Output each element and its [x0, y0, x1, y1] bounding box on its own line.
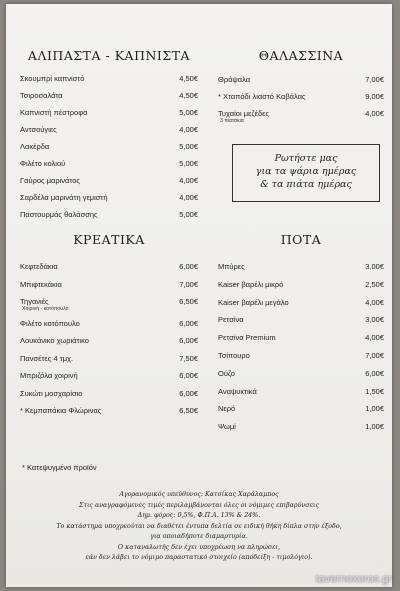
menu-item-price: 6,00€	[179, 336, 198, 345]
menu-item-name: Αναψυκτικά	[218, 386, 257, 396]
menu-item-price: 4,00€	[179, 125, 198, 134]
frozen-product-note: * Κατεψυγμένο προϊόν	[22, 463, 97, 472]
menu-item-name: Τσιροσαλάτα	[20, 91, 63, 100]
menu-item-price: 5,00€	[179, 108, 198, 117]
section-title-pota: ΠΟΤΑ	[280, 232, 322, 247]
menu-item-name: Παστουρμάς θαλάσσης	[20, 210, 98, 219]
menu-item-name: Ρετσίνα	[218, 315, 244, 325]
menu-item	[218, 315, 384, 331]
menu-item-name: Μπιφτεκάκια	[20, 279, 62, 289]
menu-item	[20, 262, 198, 278]
menu-item	[20, 406, 198, 422]
menu-item	[20, 280, 198, 296]
menu-item	[218, 298, 384, 314]
menu-item-price: 4,00€	[365, 109, 384, 118]
footer-line: Αγορανομικός υπεύθυνος: Κατσίκας Χαράλαμπος	[119, 491, 279, 498]
menu-item	[20, 336, 198, 352]
menu-item-name: Συκώτι μοσχαρίσιο	[20, 388, 83, 398]
menu-item-name: Λουκάνικο χωριάτικο	[20, 336, 89, 345]
menu-item-name: Κεφτεδάκια	[20, 262, 58, 271]
menu-item-name: Σαρδέλα μαρινάτη γεμιστή	[20, 193, 108, 202]
menu-item-name: Φιλέτο κολιού	[20, 159, 66, 168]
footer-line: Στις αναγραφόμενες τιμές περιλαμβάνονται όλες οι νόμιμες επιβαρύνσεις	[79, 501, 319, 509]
menu-item-price: 6,00€	[365, 368, 384, 378]
menu-item-price: 4,00€	[365, 297, 384, 307]
menu-item-name: * Χταπόδι λιαστό Καβάλας	[218, 92, 306, 101]
menu-item	[218, 262, 384, 278]
menu-item-name: Νερό	[218, 404, 236, 414]
menu-item	[20, 371, 198, 387]
menu-item-price: 6,50€	[179, 406, 198, 415]
section-title-thalassina: ΘΑΛΑΣΣΙΝΑ	[258, 48, 344, 63]
menu-item-price: 3,00€	[365, 262, 384, 271]
menu-item-name: Λακέρδα	[20, 142, 50, 151]
footer-line: Το κατάστημα υποχρεούται να διαθέτει έντυπα δελτία σε ειδική θήκη δίπλα στην έξοδο,	[56, 522, 342, 530]
menu-item-name: Πανσέτες 4 τμχ.	[20, 353, 74, 363]
footer-line: για οποιαδήποτε διαμαρτυρία.	[150, 533, 248, 540]
menu-item	[218, 387, 384, 403]
footer-line: Δημ. φόρος: 0,5%, Φ.Π.Α. 13% & 24%.	[137, 512, 261, 519]
menu-item-price: 1,00€	[365, 422, 384, 432]
menu-item-name: Kaiser βαρέλι μεγάλο	[218, 297, 289, 307]
section-title-alipasta: ΑΛΙΠΑΣΤΑ - ΚΑΠΝΙΣΤΑ	[27, 48, 191, 63]
menu-item-price: 4,00€	[179, 176, 198, 185]
menu-item-price: 1,50€	[365, 386, 384, 396]
menu-item	[20, 389, 198, 405]
section-pota	[218, 4, 384, 434]
menu-item-price: 7,50€	[179, 353, 198, 363]
menu-item	[20, 319, 198, 335]
menu-item	[218, 280, 384, 296]
menu-item-price: 4,00€	[365, 333, 384, 343]
menu-item	[20, 354, 198, 370]
menu-item	[218, 333, 384, 349]
menu-item-note: 3 πιατάκια	[220, 118, 244, 124]
menu-item-price: 6,50€	[179, 297, 198, 306]
menu-item-name: Ούζο	[218, 368, 235, 378]
menu-item-price: 1,00€	[365, 404, 384, 414]
menu-item-name: Τσίπουρο	[218, 351, 250, 360]
menu-item-price: 5,00€	[179, 159, 198, 168]
menu-item-name: Τηγανιές	[20, 297, 49, 306]
menu-item-price: 4,50€	[179, 91, 198, 100]
legal-footer	[6, 490, 392, 564]
menu-item-name: Μπύρες	[218, 262, 245, 271]
menu-item-name: Kaiser βαρέλι μικρό	[218, 279, 284, 289]
menu-item-name: Ψωμί	[218, 422, 236, 432]
menu-item	[218, 369, 384, 385]
menu-item-price: 9,00€	[365, 92, 384, 101]
daily-specials-line-2: για τα ψάρια ημέρας	[255, 166, 357, 177]
menu-item-note: Χοιρινή - κοτόπουλο	[22, 306, 69, 312]
menu-item-price: 4,50€	[179, 74, 198, 83]
menu-item-name: * Κεμπαπάκια Φλώρινας	[20, 406, 102, 415]
menu-item-price: 7,00€	[365, 351, 384, 360]
menu-item-name: Θράψαλα	[218, 75, 251, 84]
menu-item-name: Ρετσίνα Premium	[218, 333, 276, 343]
menu-item-name: Τυχαίοι μεζέδες	[218, 109, 270, 118]
menu-item-price: 2,50€	[365, 279, 384, 289]
menu-item	[20, 297, 198, 313]
menu-item-price: 6,00€	[179, 262, 198, 271]
menu-item-name: Φιλέτο κοτόπουλο	[20, 318, 80, 328]
daily-specials-line-1: Ρωτήστε μας	[274, 153, 338, 164]
menu-item-price: 6,00€	[179, 371, 198, 380]
menu-sheet	[6, 4, 392, 587]
menu-item	[218, 404, 384, 420]
daily-specials-line-3: & τα πιάτα ημέρας	[260, 179, 352, 190]
menu-item-name: Γαύρος μαρινάτος	[20, 176, 81, 185]
menu-item-name: Μπριζόλα χοιρινή	[20, 371, 78, 380]
menu-item-price: 5,00€	[179, 210, 198, 219]
menu-item-price: 6,00€	[179, 388, 198, 398]
footer-line: εάν δεν λάβει το νόμιμο παραστατικό στοιχείο (απόδειξη - τιμολόγιο).	[85, 554, 313, 561]
menu-item-price: 7,00€	[179, 279, 198, 289]
menu-item-price: 7,00€	[365, 75, 384, 84]
watermark: tavernoxoros.gr	[315, 573, 392, 585]
section-title-kreatika: ΚΡΕΑΤΙΚΑ	[73, 232, 145, 247]
menu-item	[218, 351, 384, 367]
menu-item-price: 3,00€	[365, 315, 384, 325]
menu-item-price: 5,00€	[179, 142, 198, 151]
menu-item-name: Σκουμπρί καπνιστό	[20, 74, 85, 83]
menu-item	[218, 422, 384, 438]
footer-line: Ο καταναλωτής δεν έχει υποχρέωση να πληρώσει,	[117, 543, 281, 551]
menu-item-price: 6,00€	[179, 318, 198, 328]
section-kreatika	[20, 4, 198, 434]
menu-item-price: 4,00€	[179, 193, 198, 202]
menu-item-name: Καπνιστή πέστροφα	[20, 108, 88, 117]
menu-item-name: Αντσούγιες	[20, 125, 57, 134]
